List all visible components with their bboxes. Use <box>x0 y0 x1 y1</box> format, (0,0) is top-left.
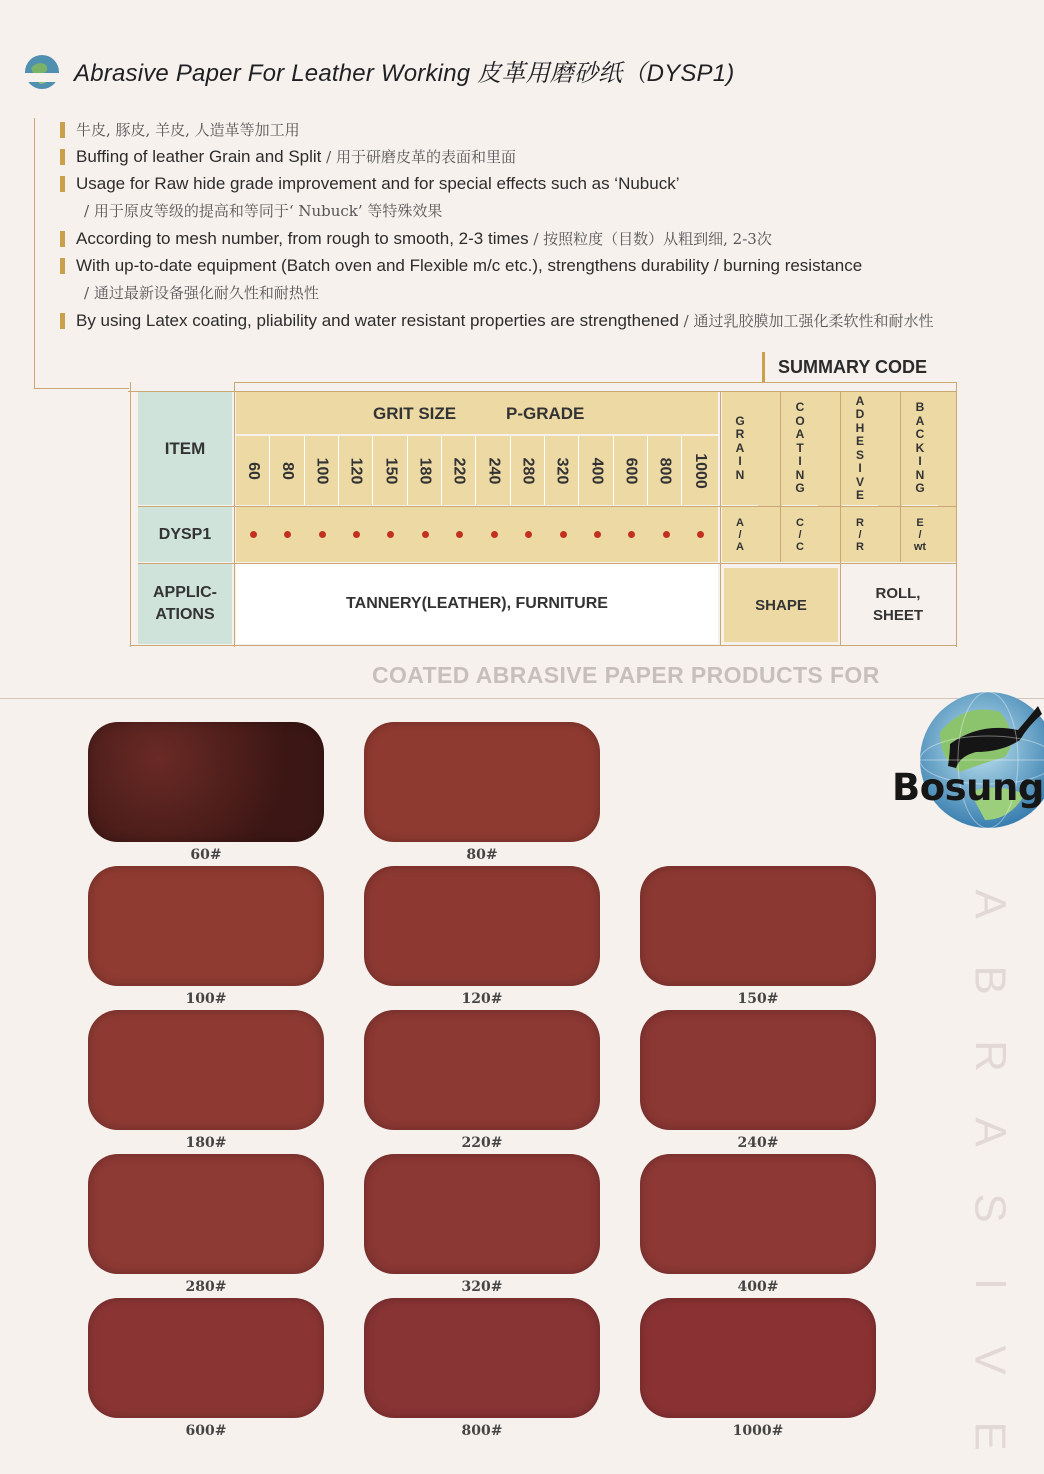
grit-cell <box>476 436 510 505</box>
dot-cell <box>339 507 373 562</box>
grit-swatch-label: 150# <box>737 991 779 1007</box>
table-rule <box>840 392 841 645</box>
availability-dot <box>594 531 601 538</box>
grit-swatch-label: 220# <box>461 1135 503 1151</box>
code-fill <box>938 392 956 562</box>
grit-swatch <box>88 1010 324 1130</box>
availability-dot <box>525 531 532 538</box>
availability-dot <box>491 531 498 538</box>
grit-swatch-label: 80# <box>466 847 498 863</box>
code-fill <box>818 392 842 562</box>
availability-dot <box>319 531 326 538</box>
brand-wordmark: Bosung <box>892 766 1044 809</box>
grit-swatch-label: 100# <box>185 991 227 1007</box>
grit-cell <box>408 436 442 505</box>
backing-value: E / wt <box>902 507 938 562</box>
grit-swatch <box>88 722 324 842</box>
grit-swatch <box>88 866 324 986</box>
grit-swatch <box>640 1010 876 1130</box>
grit-swatch-label: 400# <box>737 1279 779 1295</box>
grit-cell <box>545 436 579 505</box>
grit-cell <box>270 436 304 505</box>
grit-label: 240 <box>485 457 503 484</box>
feature-item: By using Latex coating, pliability and water resistant properties are strengthened / 通过乳胶膜加工强化柔软性和耐水性 <box>58 309 1028 333</box>
grit-label: 280 <box>519 457 537 484</box>
grit-cell <box>339 436 373 505</box>
dot-cell <box>649 507 683 562</box>
product-code-cell: DYSP1 <box>138 507 232 562</box>
section-separator <box>0 698 1044 699</box>
availability-dot <box>560 531 567 538</box>
feature-item: Buffing of leather Grain and Split / 用于研磨皮革的表面和里面 <box>58 145 1028 169</box>
feature-list <box>58 118 1028 336</box>
side-letter: B <box>965 965 1015 995</box>
side-letter: A <box>965 1117 1015 1147</box>
dot-cell <box>374 507 408 562</box>
grit-swatch <box>364 1298 600 1418</box>
grit-swatch-label: 1000# <box>732 1423 784 1439</box>
frame-left-line <box>34 118 35 388</box>
grit-swatch <box>88 1154 324 1274</box>
code-fill <box>758 392 782 562</box>
side-letter: R <box>966 1040 1015 1072</box>
dot-cell <box>408 507 442 562</box>
adhesive-value: R / R <box>842 507 878 562</box>
availability-dots-row <box>236 507 718 562</box>
bosung-globe-logo-small <box>22 52 62 92</box>
availability-dot <box>456 531 463 538</box>
dot-cell <box>615 507 649 562</box>
grit-size-header <box>236 392 718 434</box>
summary-code-heading: SUMMARY CODE <box>762 352 927 382</box>
abrasive-side-text <box>960 866 1020 1474</box>
feature-item-continuation: / 用于原皮等级的提高和等同于‘ Nubuck’ 等特殊效果 <box>84 202 443 220</box>
pgrade-label: P-GRADE <box>506 404 585 423</box>
code-fill <box>878 392 902 562</box>
grit-swatch <box>364 722 600 842</box>
grit-swatch <box>88 1298 324 1418</box>
feature-item-continuation: / 通过最新设备强化耐久性和耐热性 <box>84 284 319 302</box>
table-rule <box>956 382 957 647</box>
grit-cell <box>648 436 682 505</box>
side-letter: A <box>965 889 1015 919</box>
availability-dot <box>387 531 394 538</box>
dot-cell <box>305 507 339 562</box>
backing-header: B A C K I N G <box>902 392 938 505</box>
frame-bottom-line <box>34 388 129 389</box>
coating-header: C O A T I N G <box>782 392 818 505</box>
grit-label: 220 <box>450 457 468 484</box>
dot-cell <box>683 507 717 562</box>
grit-swatch <box>640 1298 876 1418</box>
page-title: Abrasive Paper For Leather Working 皮革用磨砂纸（DYSP1) <box>74 60 735 87</box>
table-rule <box>138 506 956 507</box>
table-rule <box>234 382 235 647</box>
grit-cell <box>579 436 613 505</box>
grit-cell <box>682 436 718 505</box>
grit-label: 150 <box>382 457 400 484</box>
adhesive-header: A D H E S I V E <box>842 392 878 505</box>
dot-cell <box>236 507 270 562</box>
feature-item: 牛皮, 豚皮, 羊皮, 人造革等加工用 <box>58 118 1028 142</box>
dot-cell <box>546 507 580 562</box>
grit-cell <box>442 436 476 505</box>
table-rule <box>720 392 721 645</box>
grit-cell <box>511 436 545 505</box>
grit-swatch <box>364 1154 600 1274</box>
bosung-globe-logo <box>910 682 1044 832</box>
grit-cell <box>236 436 270 505</box>
shape-header: SHAPE <box>724 568 838 642</box>
grit-cell <box>305 436 339 505</box>
grit-label: 600 <box>622 457 640 484</box>
coated-products-banner: COATED ABRASIVE PAPER PRODUCTS FOR <box>372 662 880 688</box>
grit-swatch-label: 240# <box>737 1135 779 1151</box>
table-rule <box>130 382 131 647</box>
table-rule <box>128 391 956 392</box>
grit-label: 80 <box>279 461 297 480</box>
grit-label: 800 <box>656 457 674 484</box>
availability-dot <box>353 531 360 538</box>
feature-item: With up-to-date equipment (Batch oven and Flexible m/c etc.), strengthens durability / burning resistance <box>58 254 1028 278</box>
feature-item: Usage for Raw hide grade improvement and for special effects such as ‘Nubuck’ <box>58 172 1028 196</box>
side-letter: V <box>965 1345 1015 1375</box>
grit-label: 1000 <box>692 452 710 489</box>
grit-swatch <box>364 866 600 986</box>
grit-swatch-label: 800# <box>461 1423 503 1439</box>
table-rule <box>900 392 901 562</box>
availability-dot <box>422 531 429 538</box>
side-letter: S <box>965 1193 1015 1223</box>
table-rule <box>130 645 956 646</box>
grit-label: 120 <box>347 457 365 484</box>
grit-cell <box>614 436 648 505</box>
grit-swatch <box>640 866 876 986</box>
grit-values-row <box>236 436 718 505</box>
table-item-header: ITEM <box>138 392 232 505</box>
dot-cell <box>580 507 614 562</box>
grit-swatch-label: 60# <box>190 847 222 863</box>
dot-cell <box>270 507 304 562</box>
grit-label: 400 <box>588 457 606 484</box>
grit-label: 320 <box>553 457 571 484</box>
grit-label: 60 <box>244 461 262 480</box>
shape-value: ROLL, SHEET <box>872 585 923 624</box>
side-letter: I <box>965 1277 1015 1291</box>
availability-dot <box>250 531 257 538</box>
grit-swatch-label: 120# <box>461 991 503 1007</box>
grit-label: 180 <box>416 457 434 484</box>
grit-swatch-label: 600# <box>185 1423 227 1439</box>
coating-value: C / C <box>782 507 818 562</box>
grit-size-label: GRIT SIZE <box>373 404 457 423</box>
grit-label: 100 <box>313 457 331 484</box>
dot-cell <box>443 507 477 562</box>
grit-swatch <box>364 1010 600 1130</box>
availability-dot <box>697 531 704 538</box>
table-rule <box>780 392 781 562</box>
table-rule <box>138 563 956 564</box>
grit-swatch-label: 180# <box>185 1135 227 1151</box>
dot-cell <box>511 507 545 562</box>
side-letter: E <box>965 1421 1015 1451</box>
applications-value: TANNERY(LEATHER), FURNITURE <box>236 564 718 644</box>
summary-underline <box>234 382 956 383</box>
dot-cell <box>477 507 511 562</box>
grit-swatch-label: 280# <box>185 1279 227 1295</box>
feature-item: According to mesh number, from rough to smooth, 2-3 times / 按照粒度（目数）从粗到细, 2-3次 <box>58 227 1028 251</box>
grit-cell <box>373 436 407 505</box>
grain-value: A / A <box>722 507 758 562</box>
applications-header: APPLIC- ATIONS <box>138 564 232 644</box>
availability-dot <box>284 531 291 538</box>
grit-swatch-label: 320# <box>461 1279 503 1295</box>
grit-swatch <box>640 1154 876 1274</box>
grain-header: G R A I N <box>722 392 758 505</box>
availability-dot <box>663 531 670 538</box>
availability-dot <box>628 531 635 538</box>
